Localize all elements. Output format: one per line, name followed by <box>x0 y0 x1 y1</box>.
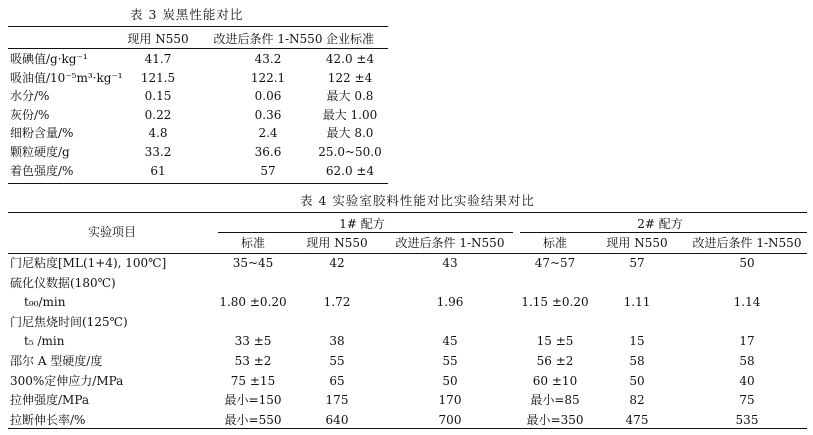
table4-top-rule <box>8 212 807 213</box>
table4-sub-standard-1: 标准 <box>240 236 266 250</box>
table4-cell: 58 <box>739 354 755 368</box>
table4-cell: 65 <box>329 374 345 388</box>
table3-cell: 0.22 <box>144 108 172 122</box>
table3-cell: 25.0~50.0 <box>318 145 382 159</box>
table4-sub-improved-2: 改进后条件 1-N550 <box>692 236 802 250</box>
table4-group1-header: 1# 配方 <box>339 217 385 231</box>
table3-bottom-rule <box>8 183 388 184</box>
table4-cell: 55 <box>329 354 345 368</box>
table3-cell: 122.1 <box>250 71 286 85</box>
table3-row-label: 吸油值/10⁻⁵m³·kg⁻¹ <box>10 71 123 85</box>
table3-row-label: 水分/% <box>10 89 50 103</box>
table3-cell: 0.06 <box>254 89 282 103</box>
table4-cell: 最小=85 <box>530 393 580 407</box>
table4-sub-standard-2: 标准 <box>542 236 568 250</box>
table4-cell: 43 <box>442 256 458 270</box>
table4-row-label: 拉伸强度/MPa <box>10 393 90 407</box>
table4-cell: 1.80 ±0.20 <box>219 295 287 309</box>
table3-cell: 42.0 ±4 <box>325 52 375 66</box>
table4-cell: 55 <box>442 354 458 368</box>
table3-header-col3: 企业标准 <box>325 32 375 46</box>
table4-row-label: 门尼粘度[ML(1+4), 100℃] <box>10 256 167 270</box>
table4-sub-current-2: 现用 N550 <box>606 236 668 250</box>
table3-cell: 121.5 <box>140 71 176 85</box>
table4-cell: 57 <box>629 256 645 270</box>
table4-cell: 15 ±5 <box>536 334 574 348</box>
table4-cell: 535 <box>735 413 759 427</box>
table4-row-header: 实验项目 <box>87 225 137 239</box>
table4-cell: 640 <box>325 413 349 427</box>
table3-cell: 61 <box>150 164 166 178</box>
table4-row-label: 300%定伸应力/MPa <box>10 374 124 388</box>
table4-cell: 最小=350 <box>526 413 584 427</box>
table4-cell: 700 <box>438 413 462 427</box>
table3-cell: 最大 0.8 <box>326 89 374 103</box>
table3-cell: 最大 1.00 <box>322 108 378 122</box>
table4-group2-rule <box>520 232 807 233</box>
table4-cell: 82 <box>629 393 645 407</box>
table4-cell: 475 <box>625 413 649 427</box>
table4-row-label: 硫化仪数据(180℃) <box>10 276 116 290</box>
table4-cell: 1.14 <box>733 295 761 309</box>
table3-row-label: 着色强度/% <box>10 164 74 178</box>
table3-cell: 43.2 <box>254 52 282 66</box>
table3-header-col1: 现用 N550 <box>127 32 189 46</box>
table3-row-label: 颗粒硬度/g <box>10 145 70 159</box>
table4-group2-header: 2# 配方 <box>637 217 683 231</box>
table3-cell: 0.36 <box>254 108 282 122</box>
table4-cell: 35~45 <box>232 256 274 270</box>
table4-cell: 75 <box>739 393 755 407</box>
table4-cell: 最小=550 <box>224 413 282 427</box>
table3-cell: 57 <box>260 164 276 178</box>
table4-cell: 50 <box>739 256 755 270</box>
table4-row-label: 门尼焦烧时间(125℃) <box>10 315 128 329</box>
table4-cell: 17 <box>739 334 755 348</box>
table4-cell: 175 <box>325 393 349 407</box>
table3-row-label: 细粉含量/% <box>10 126 74 140</box>
table4-cell: 53 ±2 <box>234 354 272 368</box>
table4-cell: 60 ±10 <box>532 374 578 388</box>
table4-row-label: t₅ /min <box>24 334 65 348</box>
table3-header-col2: 改进后条件 1-N550 <box>213 32 323 46</box>
table4-sub-improved-1: 改进后条件 1-N550 <box>395 236 505 250</box>
table3-cell: 62.0 ±4 <box>325 164 375 178</box>
table4-caption: 表 4 实验室胶料性能对比实验结果对比 <box>300 193 535 208</box>
table4-row-label: 邵尔 A 型硬度/度 <box>10 354 103 368</box>
table4-cell: 1.11 <box>623 295 651 309</box>
table4-cell: 45 <box>442 334 458 348</box>
table4-cell: 1.72 <box>323 295 351 309</box>
table4-cell: 40 <box>739 374 755 388</box>
table3-cell: 36.6 <box>254 145 282 159</box>
table4-cell: 75 ±15 <box>230 374 276 388</box>
table4-cell: 58 <box>629 354 645 368</box>
table3-caption: 表 3 炭黑性能对比 <box>130 7 244 22</box>
table4-bottom-rule <box>8 428 807 429</box>
table4-cell: 33 ±5 <box>234 334 272 348</box>
table4-sub-current-1: 现用 N550 <box>306 236 368 250</box>
table3-cell: 最大 8.0 <box>326 126 374 140</box>
table4-cell: 170 <box>438 393 462 407</box>
table4-cell: 15 <box>629 334 645 348</box>
table4-cell: 50 <box>629 374 645 388</box>
table4-cell: 50 <box>442 374 458 388</box>
table3-header-rule <box>8 48 388 49</box>
table4-cell: 42 <box>329 256 345 270</box>
table4-cell: 1.96 <box>436 295 464 309</box>
table4-row-label: t₉₀/min <box>24 295 66 309</box>
table3-cell: 41.7 <box>144 52 172 66</box>
table4-cell: 最小=150 <box>224 393 282 407</box>
table4-cell: 38 <box>329 334 345 348</box>
table4-row-label: 拉断伸长率/% <box>10 413 86 427</box>
table4-cell: 56 ±2 <box>536 354 574 368</box>
table3-cell: 2.4 <box>258 126 278 140</box>
table3-top-rule <box>8 26 388 27</box>
table3-row-label: 吸碘值/g·kg⁻¹ <box>10 52 88 66</box>
table4-header-rule <box>8 253 807 254</box>
table3-cell: 0.15 <box>144 89 172 103</box>
table4-cell: 1.15 ±0.20 <box>521 295 589 309</box>
table3-cell: 33.2 <box>144 145 172 159</box>
table4-cell: 47~57 <box>534 256 576 270</box>
table4-group1-rule <box>218 232 513 233</box>
table3-cell: 4.8 <box>148 126 168 140</box>
table3-row-label: 灰份/% <box>10 108 50 122</box>
table3-cell: 122 ±4 <box>327 71 373 85</box>
